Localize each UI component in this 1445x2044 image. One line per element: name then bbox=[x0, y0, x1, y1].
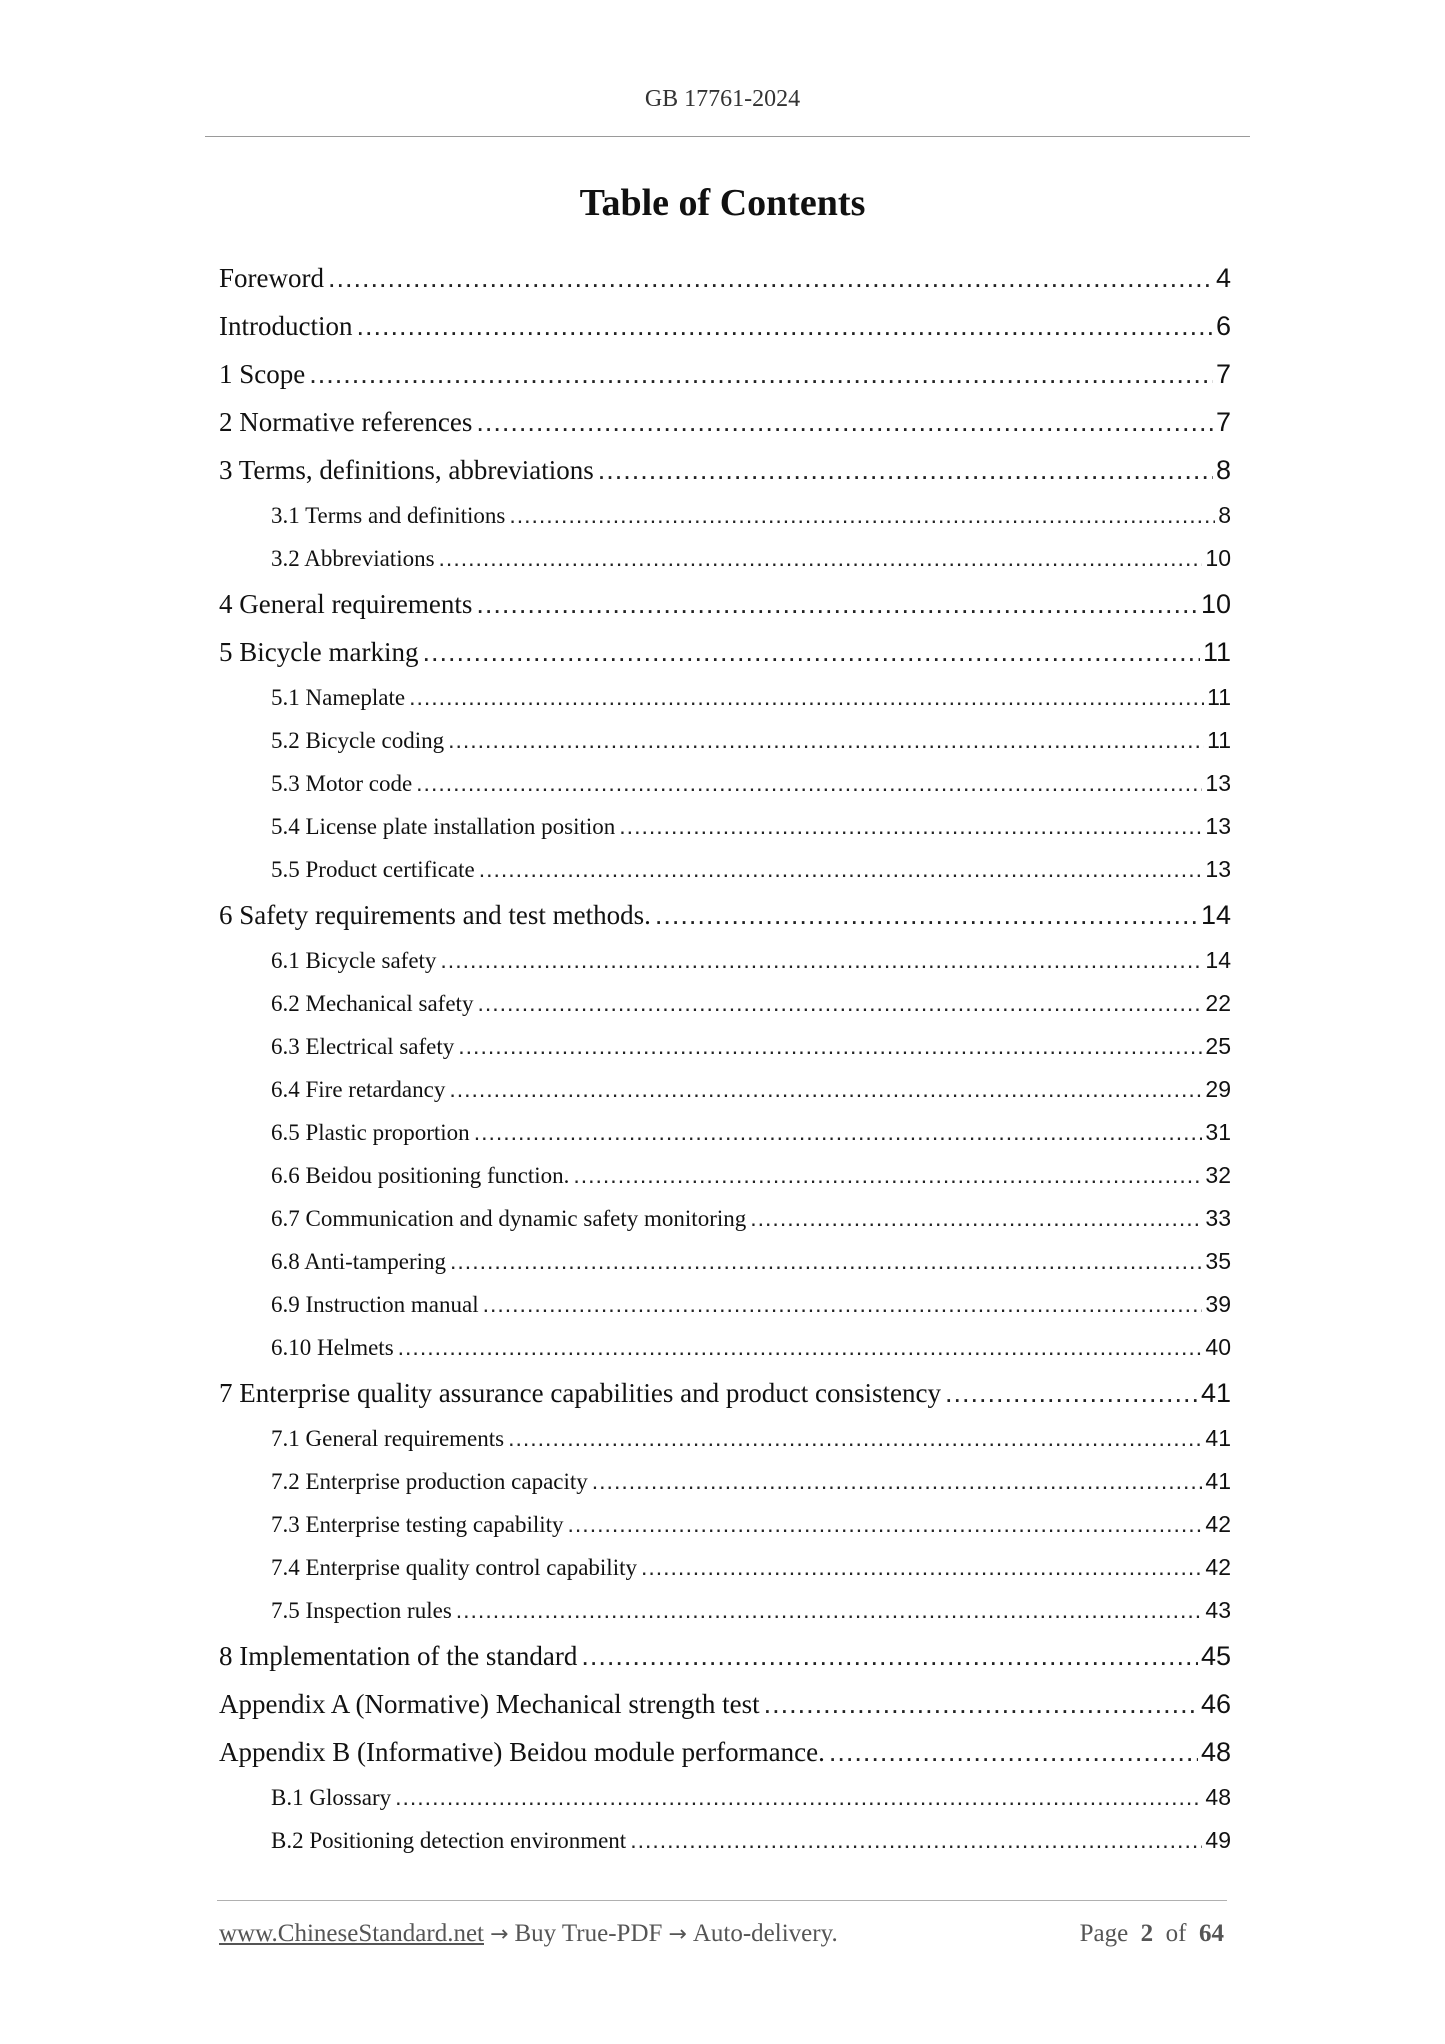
toc-entry[interactable] bbox=[219, 1728, 1231, 1776]
toc-subentry[interactable] bbox=[219, 1283, 1231, 1326]
dot-leader bbox=[508, 1417, 1202, 1460]
toc-subentry[interactable] bbox=[219, 494, 1231, 537]
dot-leader bbox=[476, 580, 1198, 628]
toc-entry-title: 6.7 Communication and dynamic safety monitoring bbox=[271, 1206, 747, 1231]
toc-subentry[interactable] bbox=[219, 676, 1231, 719]
footer-promo bbox=[219, 1920, 838, 1948]
toc-page-number: 8 bbox=[1218, 502, 1231, 528]
toc-page-number: 14 bbox=[1200, 900, 1231, 930]
dot-leader bbox=[476, 398, 1213, 446]
toc-subentry[interactable] bbox=[219, 1417, 1231, 1460]
page-counter bbox=[1080, 1920, 1224, 1948]
toc-entry-title: 7.1 General requirements bbox=[271, 1426, 505, 1451]
toc-subentry[interactable] bbox=[219, 1111, 1231, 1154]
toc-entry[interactable] bbox=[219, 446, 1231, 494]
toc-entry-title: 6.1 Bicycle safety bbox=[271, 948, 437, 973]
toc-entry-title: 5 Bicycle marking bbox=[219, 637, 419, 667]
toc-entry-title: Foreword bbox=[219, 263, 324, 293]
table-of-contents bbox=[219, 254, 1231, 1862]
toc-page-number: 42 bbox=[1205, 1554, 1231, 1580]
toc-page-number: 11 bbox=[1207, 727, 1231, 753]
toc-page-number: 32 bbox=[1205, 1162, 1231, 1188]
footer-divider bbox=[217, 1900, 1227, 1901]
toc-entry[interactable] bbox=[219, 302, 1231, 350]
dot-leader bbox=[309, 350, 1213, 398]
toc-entry-title: 3.1 Terms and definitions bbox=[271, 503, 506, 528]
toc-entry-title: 3 Terms, definitions, abbreviations bbox=[219, 455, 594, 485]
dot-leader bbox=[479, 848, 1203, 891]
toc-entry[interactable] bbox=[219, 1369, 1231, 1417]
toc-subentry[interactable] bbox=[219, 939, 1231, 982]
toc-entry-title: Appendix B (Informative) Beidou module performance. bbox=[219, 1737, 825, 1767]
toc-entry[interactable] bbox=[219, 254, 1231, 302]
toc-entry-title: 7.2 Enterprise production capacity bbox=[271, 1469, 588, 1494]
toc-page-number: 43 bbox=[1205, 1597, 1231, 1623]
dot-leader bbox=[509, 494, 1215, 537]
toc-page-number: 11 bbox=[1207, 684, 1231, 710]
of-label: of bbox=[1165, 1920, 1187, 1947]
dot-leader bbox=[573, 1154, 1202, 1197]
toc-entry-title: 7.3 Enterprise testing capability bbox=[271, 1512, 564, 1537]
toc-page-number: 11 bbox=[1202, 637, 1231, 667]
toc-entry-title: 8 Implementation of the standard bbox=[219, 1641, 578, 1671]
toc-subentry[interactable] bbox=[219, 1546, 1231, 1589]
current-page-number: 2 bbox=[1140, 1920, 1154, 1947]
toc-entry-title: 6.2 Mechanical safety bbox=[271, 991, 474, 1016]
dot-leader bbox=[474, 1111, 1203, 1154]
toc-page-number: 8 bbox=[1215, 455, 1231, 485]
dot-leader bbox=[829, 1728, 1198, 1776]
toc-page-number: 7 bbox=[1215, 359, 1231, 389]
toc-page-number: 46 bbox=[1200, 1689, 1231, 1719]
dot-leader bbox=[592, 1460, 1203, 1503]
toc-entry-title: 6.9 Instruction manual bbox=[271, 1292, 479, 1317]
toc-page-number: 7 bbox=[1215, 407, 1231, 437]
toc-entry-title: Introduction bbox=[219, 311, 353, 341]
dot-leader bbox=[483, 1283, 1203, 1326]
toc-subentry[interactable] bbox=[219, 1197, 1231, 1240]
toc-page-number: 22 bbox=[1205, 990, 1231, 1016]
dot-leader bbox=[440, 939, 1202, 982]
toc-entry-title: 5.4 License plate installation position bbox=[271, 814, 616, 839]
toc-entry-title: Appendix A (Normative) Mechanical strength test bbox=[219, 1689, 760, 1719]
toc-page-number: 39 bbox=[1205, 1291, 1231, 1317]
toc-entry[interactable] bbox=[219, 1632, 1231, 1680]
toc-page-number: 6 bbox=[1215, 311, 1231, 341]
toc-page-number: 48 bbox=[1200, 1737, 1231, 1767]
toc-entry[interactable] bbox=[219, 1680, 1231, 1728]
toc-entry-title: B.1 Glossary bbox=[271, 1785, 392, 1810]
dot-leader bbox=[356, 302, 1212, 350]
toc-subentry[interactable] bbox=[219, 1326, 1231, 1369]
toc-page-number: 14 bbox=[1205, 947, 1231, 973]
arrow-right-icon: → bbox=[668, 1922, 687, 1947]
dot-leader bbox=[568, 1503, 1203, 1546]
toc-page-number: 25 bbox=[1205, 1033, 1231, 1059]
toc-subentry[interactable] bbox=[219, 1460, 1231, 1503]
toc-entry-title: 7.5 Inspection rules bbox=[271, 1598, 452, 1623]
toc-entry-title: 6.6 Beidou positioning function. bbox=[271, 1163, 570, 1188]
toc-subentry[interactable] bbox=[219, 1240, 1231, 1283]
running-header: GB 17761-2024 bbox=[644, 86, 801, 112]
toc-page-number: 45 bbox=[1200, 1641, 1231, 1671]
toc-subentry[interactable] bbox=[219, 805, 1231, 848]
toc-entry-title: 1 Scope bbox=[219, 359, 306, 389]
toc-entry-title: 2 Normative references bbox=[219, 407, 473, 437]
dot-leader bbox=[581, 1632, 1198, 1680]
toc-entry-title: 6.8 Anti-tampering bbox=[271, 1249, 447, 1274]
dot-leader bbox=[630, 1819, 1202, 1862]
dot-leader bbox=[619, 805, 1202, 848]
dot-leader bbox=[598, 446, 1213, 494]
dot-leader bbox=[655, 891, 1198, 939]
toc-subentry[interactable] bbox=[219, 719, 1231, 762]
dot-leader bbox=[409, 676, 1204, 719]
site-link[interactable]: www.ChineseStandard.net bbox=[219, 1920, 484, 1947]
toc-entry-title: 4 General requirements bbox=[219, 589, 473, 619]
dot-leader bbox=[439, 537, 1203, 580]
toc-entry-title: 5.2 Bicycle coding bbox=[271, 728, 445, 753]
dot-leader bbox=[416, 762, 1202, 805]
toc-page-number: 13 bbox=[1205, 770, 1231, 796]
toc-page-number: 29 bbox=[1205, 1076, 1231, 1102]
toc-entry[interactable] bbox=[219, 398, 1231, 446]
toc-entry-title: 6.5 Plastic proportion bbox=[271, 1120, 470, 1145]
toc-page-number: 31 bbox=[1205, 1119, 1231, 1145]
toc-subentry[interactable] bbox=[219, 762, 1231, 805]
dot-leader bbox=[945, 1369, 1198, 1417]
toc-entry-title: B.2 Positioning detection environment bbox=[271, 1828, 627, 1853]
toc-entry-title: 5.1 Nameplate bbox=[271, 685, 406, 710]
dot-leader bbox=[398, 1326, 1203, 1369]
toc-subentry[interactable] bbox=[219, 1503, 1231, 1546]
dot-leader bbox=[477, 982, 1202, 1025]
toc-page-number: 41 bbox=[1205, 1425, 1231, 1451]
dot-leader bbox=[449, 1068, 1202, 1111]
auto-delivery-text: Auto-delivery. bbox=[692, 1920, 838, 1947]
dot-leader bbox=[750, 1197, 1202, 1240]
dot-leader bbox=[395, 1776, 1202, 1819]
page-label: Page bbox=[1079, 1920, 1129, 1947]
toc-entry-title: 7 Enterprise quality assurance capabilities and product consistency bbox=[219, 1378, 942, 1408]
toc-subentry[interactable] bbox=[219, 1589, 1231, 1632]
toc-subentry[interactable] bbox=[219, 1068, 1231, 1111]
total-pages-number: 64 bbox=[1199, 1920, 1224, 1947]
toc-subentry[interactable] bbox=[219, 848, 1231, 891]
toc-page-number: 48 bbox=[1205, 1784, 1231, 1810]
toc-page-number: 10 bbox=[1200, 589, 1231, 619]
page-title: Table of Contents bbox=[579, 182, 866, 224]
toc-page-number: 40 bbox=[1205, 1334, 1231, 1360]
toc-entry-title: 3.2 Abbreviations bbox=[271, 546, 435, 571]
toc-subentry[interactable] bbox=[219, 1025, 1231, 1068]
dot-leader bbox=[422, 628, 1200, 676]
toc-entry-title: 5.3 Motor code bbox=[271, 771, 413, 796]
dot-leader bbox=[764, 1680, 1198, 1728]
toc-entry-title: 6.3 Electrical safety bbox=[271, 1034, 455, 1059]
dot-leader bbox=[458, 1025, 1202, 1068]
dot-leader bbox=[450, 1240, 1202, 1283]
toc-page-number: 41 bbox=[1205, 1468, 1231, 1494]
toc-page-number: 13 bbox=[1205, 813, 1231, 839]
toc-subentry[interactable] bbox=[219, 1819, 1231, 1862]
dot-leader bbox=[448, 719, 1204, 762]
toc-subentry[interactable] bbox=[219, 1154, 1231, 1197]
toc-entry-title: 5.5 Product certificate bbox=[271, 857, 475, 882]
toc-page-number: 42 bbox=[1205, 1511, 1231, 1537]
toc-page-number: 49 bbox=[1205, 1827, 1231, 1853]
toc-page-number: 10 bbox=[1205, 545, 1231, 571]
toc-entry-title: 6.4 Fire retardancy bbox=[271, 1077, 446, 1102]
toc-subentry[interactable] bbox=[219, 982, 1231, 1025]
toc-entry[interactable] bbox=[219, 628, 1231, 676]
toc-entry-title: 7.4 Enterprise quality control capability bbox=[271, 1555, 637, 1580]
toc-page-number: 35 bbox=[1205, 1248, 1231, 1274]
toc-entry[interactable] bbox=[219, 580, 1231, 628]
dot-leader bbox=[456, 1589, 1203, 1632]
toc-entry[interactable] bbox=[219, 891, 1231, 939]
toc-page-number: 41 bbox=[1200, 1378, 1231, 1408]
toc-subentry[interactable] bbox=[219, 1776, 1231, 1819]
dot-leader bbox=[328, 254, 1213, 302]
toc-entry[interactable] bbox=[219, 350, 1231, 398]
toc-subentry[interactable] bbox=[219, 537, 1231, 580]
toc-page-number: 4 bbox=[1215, 263, 1231, 293]
toc-entry-title: 6.10 Helmets bbox=[271, 1335, 394, 1360]
header-divider bbox=[205, 136, 1250, 137]
arrow-right-icon: → bbox=[490, 1922, 509, 1947]
toc-page-number: 33 bbox=[1205, 1205, 1231, 1231]
dot-leader bbox=[641, 1546, 1202, 1589]
toc-page-number: 13 bbox=[1205, 856, 1231, 882]
buy-pdf-text: Buy True-PDF bbox=[514, 1920, 663, 1947]
toc-entry-title: 6 Safety requirements and test methods. bbox=[219, 900, 651, 930]
